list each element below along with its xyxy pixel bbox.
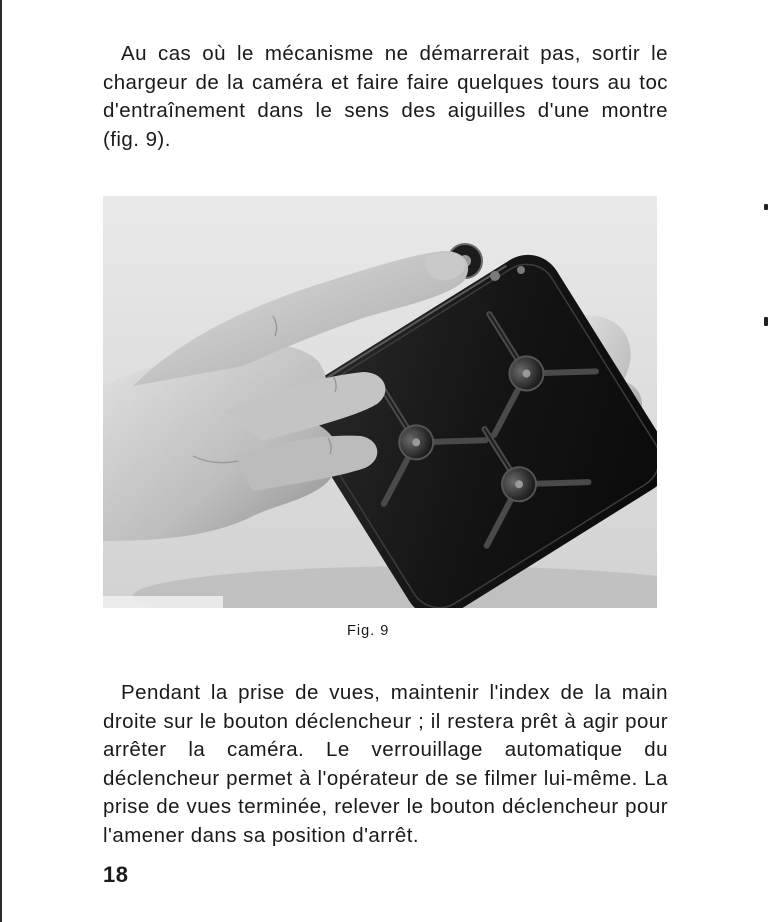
scan-edge-mark (764, 204, 768, 210)
paragraph-2-text: Pendant la prise de vues, maintenir l'index de la main droite sur le bouton déclencheur ; il restera prêt à agir pour arrêter la caméra. Le verrouillage automatique du déclencheur permet à l'opérateur de se filmer lui-même. La prise de vues terminée, relever le bouton déclencheur pour l'amener dans sa position d'arrêt. (103, 681, 668, 847)
figure-caption: Fig. 9 (347, 623, 390, 639)
page-edge-line (0, 0, 2, 922)
page-number: 18 (103, 862, 129, 887)
paragraph-2 (103, 679, 668, 850)
scan-edge-mark (764, 317, 768, 326)
paragraph-1 (103, 40, 668, 154)
paragraph-1-text: Au cas où le mécanisme ne démarrerait pas, sortir le chargeur de la caméra et faire faire quelques tours au toc d'entraînement dans le sens des aiguilles d'une montre (fig. 9). (103, 42, 668, 151)
figure-9-photo (103, 196, 657, 608)
